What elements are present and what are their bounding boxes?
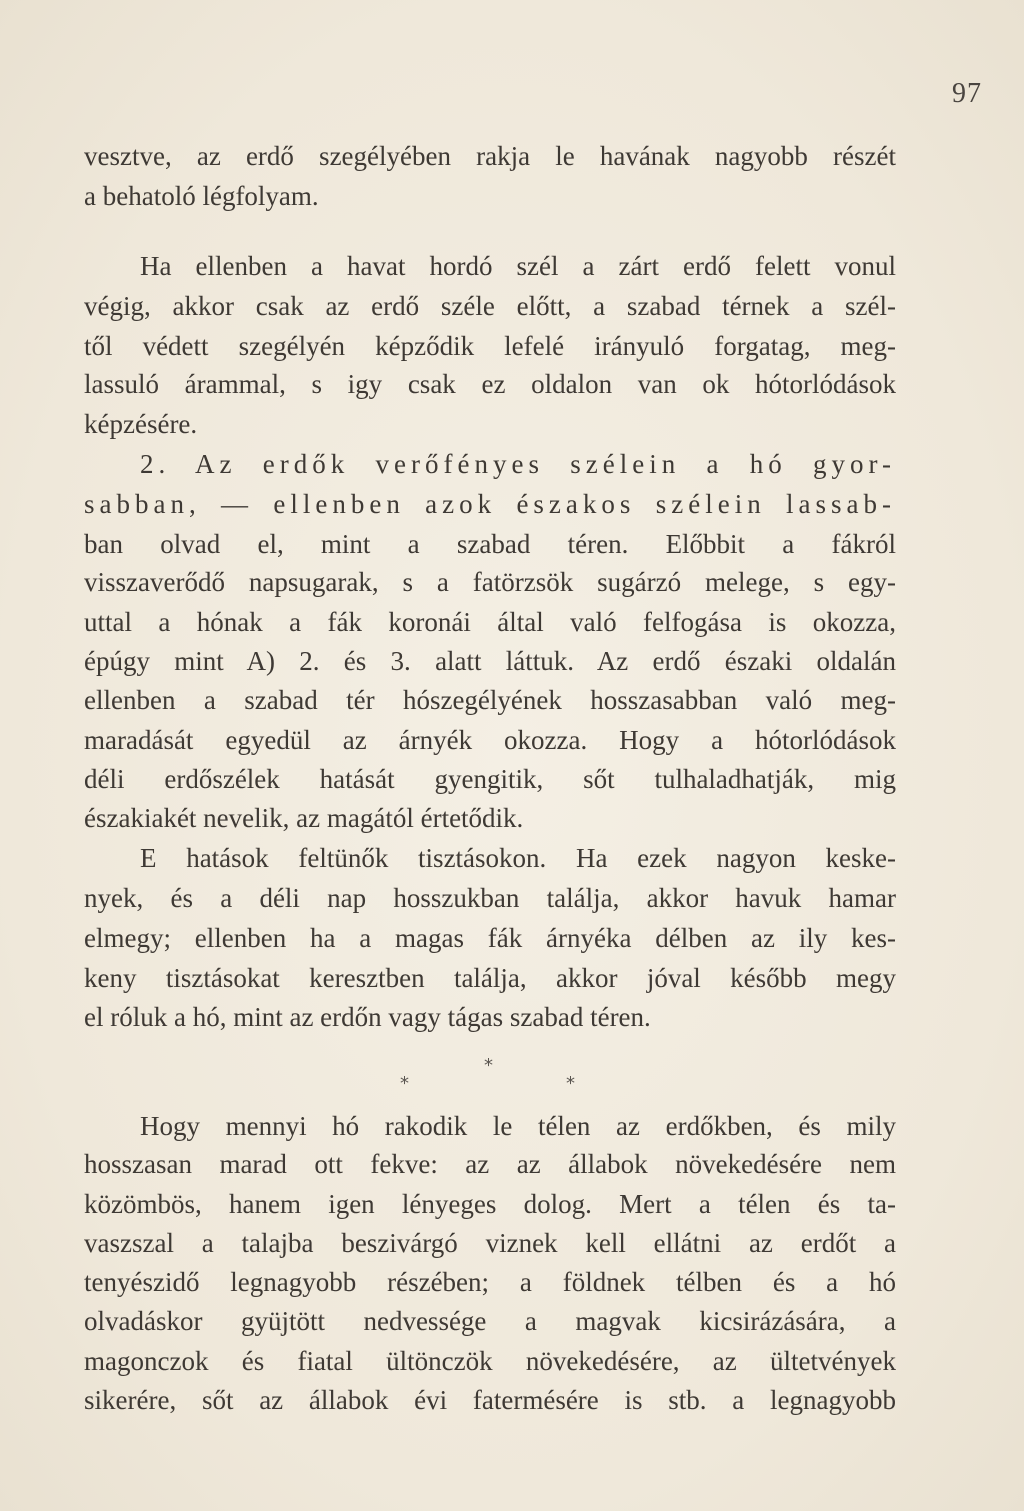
text-line: olvadáskor gyüjtött nedvessége a magvak kicsirázására, a: [84, 1306, 896, 1336]
text-line: képzésére.: [84, 409, 198, 439]
text-line: magonczok és fiatal ültönczök növekedésére, az ültetvények: [84, 1346, 896, 1376]
text-line: épúgy mint A) 2. és 3. alatt láttuk. Az erdő északi oldalán: [84, 646, 896, 676]
text-line: vesztve, az erdő szegélyében rakja le havának nagyobb részét: [84, 141, 896, 171]
asterisk-ornament: *: [484, 1055, 493, 1076]
text-line: vaszszal a talajba beszivárgó viznek kell ellátni az erdőt a: [84, 1228, 896, 1258]
page-number: 97: [952, 78, 982, 109]
text-line: déli erdőszélek hatását gyengitik, sőt tulhaladhatják, mig: [84, 764, 896, 794]
text-line: el róluk a hó, mint az erdőn vagy tágas szabad téren.: [84, 1002, 651, 1032]
text-line: ellenben a szabad tér hószegélyének hosszasabban való meg-: [84, 685, 896, 715]
text-line: tenyészidő legnagyobb részében; a földnek télben és a hó: [84, 1267, 896, 1297]
text-line: sikerére, sőt az állabok évi fatermésére is stb. a legnagyobb: [84, 1385, 896, 1415]
text-line: ban olvad el, mint a szabad téren. Előbbit a fákról: [84, 529, 896, 559]
text-line: 2. Az erdők verőfényes szélein a hó gyor-: [140, 449, 896, 479]
text-line: Ha ellenben a havat hordó szél a zárt erdő felett vonul: [140, 251, 896, 281]
asterisk-ornament: *: [400, 1073, 409, 1094]
text-line: keny tisztásokat keresztben találja, akkor jóval később megy: [84, 963, 896, 993]
section-separator: [0, 1055, 1024, 1095]
text-line: hosszasan marad ott fekve: az az állabok növekedésére nem: [84, 1149, 896, 1179]
text-line: a behatoló légfolyam.: [84, 181, 319, 211]
text-line: sabban, — ellenben azok északos szélein lassab-: [84, 489, 896, 519]
text-line: elmegy; ellenben ha a magas fák árnyéka délben az ily kes-: [84, 923, 896, 953]
text-line: től védett szegélyén képződik lefelé irányuló forgatag, meg-: [84, 331, 896, 361]
text-line: végig, akkor csak az erdő széle előtt, a szabad térnek a szél-: [84, 291, 896, 321]
text-line: közömbös, hanem igen lényeges dolog. Mert a télen és ta-: [84, 1189, 896, 1219]
text-line: visszaverődő napsugarak, s a fatörzsök sugárzó melege, s egy-: [84, 567, 896, 597]
text-line: Hogy mennyi hó rakodik le télen az erdőkben, és mily: [140, 1111, 896, 1141]
asterisk-ornament: *: [566, 1073, 575, 1094]
text-line: E hatások feltünők tisztásokon. Ha ezek nagyon keske-: [140, 843, 896, 873]
text-line: maradását egyedül az árnyék okozza. Hogy a hótorlódások: [84, 725, 896, 755]
text-line: lassuló árammal, s igy csak ez oldalon van ok hótorlódások: [84, 369, 896, 399]
text-line: uttal a hónak a fák koronái által való felfogása is okozza,: [84, 607, 896, 637]
text-line: északiakét nevelik, az magától értetődik.: [84, 803, 524, 833]
text-line: nyek, és a déli nap hosszukban találja, akkor havuk hamar: [84, 883, 896, 913]
